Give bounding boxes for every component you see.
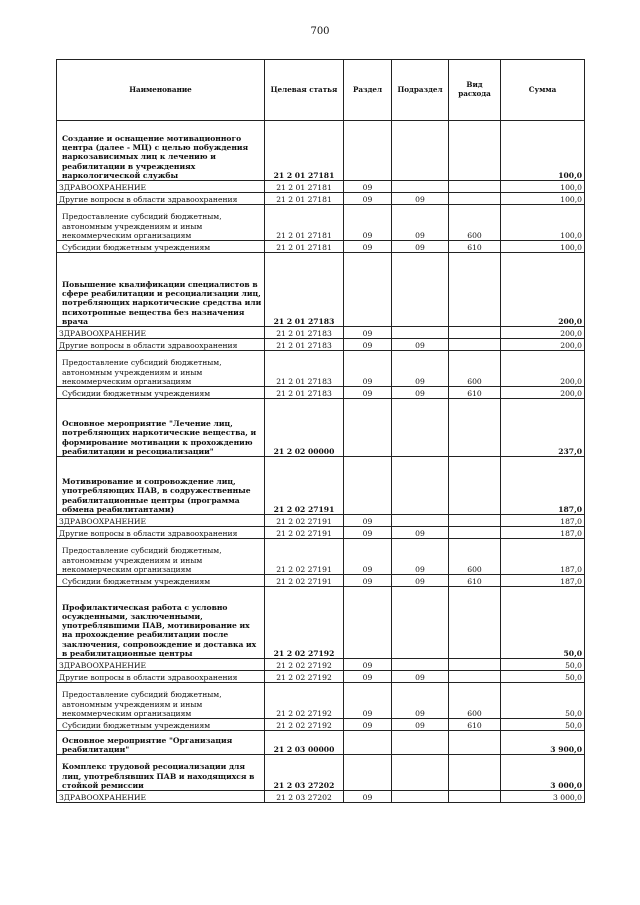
row-name-cell: Предоставление субсидий бюджетным, автономным учреждениям и иным некоммерческим организациям xyxy=(57,351,265,387)
row-target-article-cell: 21 2 02 27191 xyxy=(265,527,344,539)
row-subsection-cell: 09 xyxy=(392,205,449,241)
row-section-cell: 09 xyxy=(344,339,392,351)
row-sum-cell: 50,0 xyxy=(501,671,585,683)
row-name-cell: ЗДРАВООХРАНЕНИЕ xyxy=(57,181,265,193)
row-section-cell: 09 xyxy=(344,327,392,339)
table-row xyxy=(57,527,585,539)
row-target-article-cell: 21 2 02 27191 xyxy=(265,515,344,527)
row-subsection-cell: 09 xyxy=(392,575,449,587)
row-expense-type-cell xyxy=(449,193,501,205)
table-row xyxy=(57,205,585,241)
row-target-article-cell: 21 2 02 27191 xyxy=(265,457,344,515)
row-section-cell: 09 xyxy=(344,387,392,399)
row-target-article-cell: 21 2 03 00000 xyxy=(265,731,344,755)
row-target-article-cell: 21 2 01 27181 xyxy=(265,121,344,181)
row-sum-cell: 100,0 xyxy=(501,205,585,241)
row-expense-type-cell: 610 xyxy=(449,241,501,253)
row-sum-cell: 100,0 xyxy=(501,181,585,193)
row-sum-cell: 187,0 xyxy=(501,515,585,527)
row-section-cell: 09 xyxy=(344,575,392,587)
row-expense-type-cell xyxy=(449,527,501,539)
row-name-cell: ЗДРАВООХРАНЕНИЕ xyxy=(57,515,265,527)
row-sum-cell: 200,0 xyxy=(501,387,585,399)
table-row xyxy=(57,731,585,755)
row-subsection-cell xyxy=(392,181,449,193)
row-name-cell: Повышение квалификации специалистов в сфере реабилитации и ресоциализации лиц, потребляющих наркотические средства или психотропные вещества без назначения врача xyxy=(57,253,265,327)
table-row xyxy=(57,193,585,205)
header-section: Раздел xyxy=(344,60,392,121)
row-expense-type-cell xyxy=(449,253,501,327)
row-subsection-cell: 09 xyxy=(392,387,449,399)
row-section-cell: 09 xyxy=(344,791,392,803)
row-sum-cell: 200,0 xyxy=(501,327,585,339)
header-sum: Сумма xyxy=(501,60,585,121)
row-name-cell: Основное мероприятие "Организация реабилитации" xyxy=(57,731,265,755)
row-expense-type-cell xyxy=(449,587,501,659)
row-name-cell: Другие вопросы в области здравоохранения xyxy=(57,339,265,351)
row-sum-cell: 187,0 xyxy=(501,539,585,575)
row-name-cell: Субсидии бюджетным учреждениям xyxy=(57,575,265,587)
row-subsection-cell: 09 xyxy=(392,671,449,683)
row-name-cell: Другие вопросы в области здравоохранения xyxy=(57,671,265,683)
row-target-article-cell: 21 2 02 27192 xyxy=(265,671,344,683)
row-name-cell: Субсидии бюджетным учреждениям xyxy=(57,719,265,731)
header-name: Наименование xyxy=(57,60,265,121)
row-section-cell xyxy=(344,755,392,791)
row-expense-type-cell: 610 xyxy=(449,387,501,399)
row-sum-cell: 100,0 xyxy=(501,241,585,253)
row-sum-cell: 100,0 xyxy=(501,121,585,181)
row-name-cell: Другие вопросы в области здравоохранения xyxy=(57,193,265,205)
row-expense-type-cell xyxy=(449,339,501,351)
row-name-cell: Предоставление субсидий бюджетным, автономным учреждениям и иным некоммерческим организациям xyxy=(57,539,265,575)
row-subsection-cell xyxy=(392,327,449,339)
table-row xyxy=(57,659,585,671)
row-section-cell: 09 xyxy=(344,659,392,671)
row-section-cell xyxy=(344,399,392,457)
row-name-cell: Мотивирование и сопровождение лиц, употребляющих ПАВ, в содружественные реабилитационные центры (программа обмена реабилитантами) xyxy=(57,457,265,515)
row-target-article-cell: 21 2 02 27192 xyxy=(265,719,344,731)
row-sum-cell: 200,0 xyxy=(501,339,585,351)
row-expense-type-cell: 600 xyxy=(449,683,501,719)
table-row xyxy=(57,671,585,683)
row-name-cell: Субсидии бюджетным учреждениям xyxy=(57,241,265,253)
row-expense-type-cell xyxy=(449,121,501,181)
row-sum-cell: 50,0 xyxy=(501,659,585,671)
table-row xyxy=(57,241,585,253)
row-sum-cell: 187,0 xyxy=(501,575,585,587)
row-subsection-cell xyxy=(392,659,449,671)
row-target-article-cell: 21 2 01 27183 xyxy=(265,387,344,399)
row-section-cell: 09 xyxy=(344,719,392,731)
row-section-cell: 09 xyxy=(344,515,392,527)
row-subsection-cell: 09 xyxy=(392,241,449,253)
row-section-cell: 09 xyxy=(344,539,392,575)
table-row xyxy=(57,539,585,575)
row-section-cell: 09 xyxy=(344,241,392,253)
table-row xyxy=(57,327,585,339)
row-target-article-cell: 21 2 02 00000 xyxy=(265,399,344,457)
row-name-cell: ЗДРАВООХРАНЕНИЕ xyxy=(57,791,265,803)
row-sum-cell: 100,0 xyxy=(501,193,585,205)
row-section-cell xyxy=(344,121,392,181)
row-name-cell: Профилактическая работа с условно осужденными, заключенными, употреблявшими ПАВ, мотивирование их на прохождение реабилитации после заключения, сопровождение и доставка их в реабилитационные центры xyxy=(57,587,265,659)
row-target-article-cell: 21 2 01 27181 xyxy=(265,205,344,241)
row-expense-type-cell xyxy=(449,755,501,791)
row-expense-type-cell: 610 xyxy=(449,719,501,731)
row-sum-cell: 3 000,0 xyxy=(501,791,585,803)
row-subsection-cell: 09 xyxy=(392,539,449,575)
row-target-article-cell: 21 2 02 27192 xyxy=(265,683,344,719)
budget-table xyxy=(56,59,585,803)
header-expense-type: Вид расхода xyxy=(449,60,501,121)
row-expense-type-cell xyxy=(449,731,501,755)
row-target-article-cell: 21 2 02 27191 xyxy=(265,539,344,575)
row-subsection-cell xyxy=(392,587,449,659)
row-section-cell: 09 xyxy=(344,351,392,387)
row-expense-type-cell xyxy=(449,181,501,193)
row-section-cell: 09 xyxy=(344,683,392,719)
row-subsection-cell xyxy=(392,121,449,181)
row-target-article-cell: 21 2 03 27202 xyxy=(265,791,344,803)
row-target-article-cell: 21 2 01 27181 xyxy=(265,181,344,193)
table-row xyxy=(57,339,585,351)
row-name-cell: ЗДРАВООХРАНЕНИЕ xyxy=(57,327,265,339)
table-row xyxy=(57,755,585,791)
row-sum-cell: 3 900,0 xyxy=(501,731,585,755)
row-subsection-cell: 09 xyxy=(392,683,449,719)
row-section-cell xyxy=(344,253,392,327)
row-target-article-cell: 21 2 02 27192 xyxy=(265,659,344,671)
row-section-cell xyxy=(344,457,392,515)
table-row xyxy=(57,457,585,515)
row-expense-type-cell: 600 xyxy=(449,205,501,241)
row-subsection-cell: 09 xyxy=(392,351,449,387)
row-expense-type-cell xyxy=(449,791,501,803)
table-row xyxy=(57,253,585,327)
row-expense-type-cell: 600 xyxy=(449,351,501,387)
row-expense-type-cell: 610 xyxy=(449,575,501,587)
row-section-cell: 09 xyxy=(344,527,392,539)
header-target-article: Целевая статья xyxy=(265,60,344,121)
row-target-article-cell: 21 2 03 27202 xyxy=(265,755,344,791)
row-expense-type-cell xyxy=(449,399,501,457)
table-row xyxy=(57,575,585,587)
row-name-cell: Основное мероприятие "Лечение лиц, потребляющих наркотические вещества, и формирование мотивации к прохождению реабилитации и ресоциализации" xyxy=(57,399,265,457)
table-header-row xyxy=(57,60,585,121)
row-name-cell: Другие вопросы в области здравоохранения xyxy=(57,527,265,539)
row-name-cell: ЗДРАВООХРАНЕНИЕ xyxy=(57,659,265,671)
row-expense-type-cell xyxy=(449,659,501,671)
row-sum-cell: 3 000,0 xyxy=(501,755,585,791)
row-subsection-cell xyxy=(392,253,449,327)
row-subsection-cell xyxy=(392,515,449,527)
table-row xyxy=(57,351,585,387)
row-sum-cell: 187,0 xyxy=(501,527,585,539)
row-sum-cell: 237,0 xyxy=(501,399,585,457)
row-name-cell: Комплекс трудовой ресоциализации для лиц, употреблявших ПАВ и находящихся в стойкой ремиссии xyxy=(57,755,265,791)
row-section-cell: 09 xyxy=(344,181,392,193)
table-row xyxy=(57,683,585,719)
row-section-cell xyxy=(344,731,392,755)
row-sum-cell: 200,0 xyxy=(501,253,585,327)
table-row xyxy=(57,719,585,731)
row-subsection-cell xyxy=(392,457,449,515)
table-row xyxy=(57,181,585,193)
row-name-cell: Предоставление субсидий бюджетным, автономным учреждениям и иным некоммерческим организациям xyxy=(57,683,265,719)
row-section-cell: 09 xyxy=(344,671,392,683)
row-name-cell: Создание и оснащение мотивационного центра (далее - МЦ) с целью побуждения наркозависимых лиц к лечению и реабилитации в учреждениях наркологической службы xyxy=(57,121,265,181)
row-target-article-cell: 21 2 01 27181 xyxy=(265,193,344,205)
header-subsection: Подраздел xyxy=(392,60,449,121)
row-target-article-cell: 21 2 01 27183 xyxy=(265,339,344,351)
row-subsection-cell xyxy=(392,755,449,791)
table-row xyxy=(57,387,585,399)
row-subsection-cell xyxy=(392,399,449,457)
row-target-article-cell: 21 2 01 27183 xyxy=(265,351,344,387)
row-sum-cell: 50,0 xyxy=(501,683,585,719)
table-row xyxy=(57,515,585,527)
row-name-cell: Предоставление субсидий бюджетным, автономным учреждениям и иным некоммерческим организациям xyxy=(57,205,265,241)
row-expense-type-cell xyxy=(449,671,501,683)
row-section-cell: 09 xyxy=(344,193,392,205)
row-expense-type-cell xyxy=(449,327,501,339)
row-subsection-cell xyxy=(392,791,449,803)
row-sum-cell: 50,0 xyxy=(501,719,585,731)
row-expense-type-cell xyxy=(449,457,501,515)
row-section-cell: 09 xyxy=(344,205,392,241)
row-subsection-cell xyxy=(392,731,449,755)
row-target-article-cell: 21 2 01 27183 xyxy=(265,327,344,339)
row-name-cell: Субсидии бюджетным учреждениям xyxy=(57,387,265,399)
row-subsection-cell: 09 xyxy=(392,339,449,351)
row-subsection-cell: 09 xyxy=(392,527,449,539)
row-sum-cell: 200,0 xyxy=(501,351,585,387)
table-row xyxy=(57,121,585,181)
table-row xyxy=(57,791,585,803)
row-expense-type-cell xyxy=(449,515,501,527)
row-section-cell xyxy=(344,587,392,659)
row-target-article-cell: 21 2 02 27192 xyxy=(265,587,344,659)
row-subsection-cell: 09 xyxy=(392,193,449,205)
row-target-article-cell: 21 2 02 27191 xyxy=(265,575,344,587)
table-row xyxy=(57,587,585,659)
row-target-article-cell: 21 2 01 27181 xyxy=(265,241,344,253)
row-sum-cell: 50,0 xyxy=(501,587,585,659)
row-sum-cell: 187,0 xyxy=(501,457,585,515)
row-expense-type-cell: 600 xyxy=(449,539,501,575)
table-row xyxy=(57,399,585,457)
row-target-article-cell: 21 2 01 27183 xyxy=(265,253,344,327)
row-subsection-cell: 09 xyxy=(392,719,449,731)
page-number: 700 xyxy=(310,26,330,37)
